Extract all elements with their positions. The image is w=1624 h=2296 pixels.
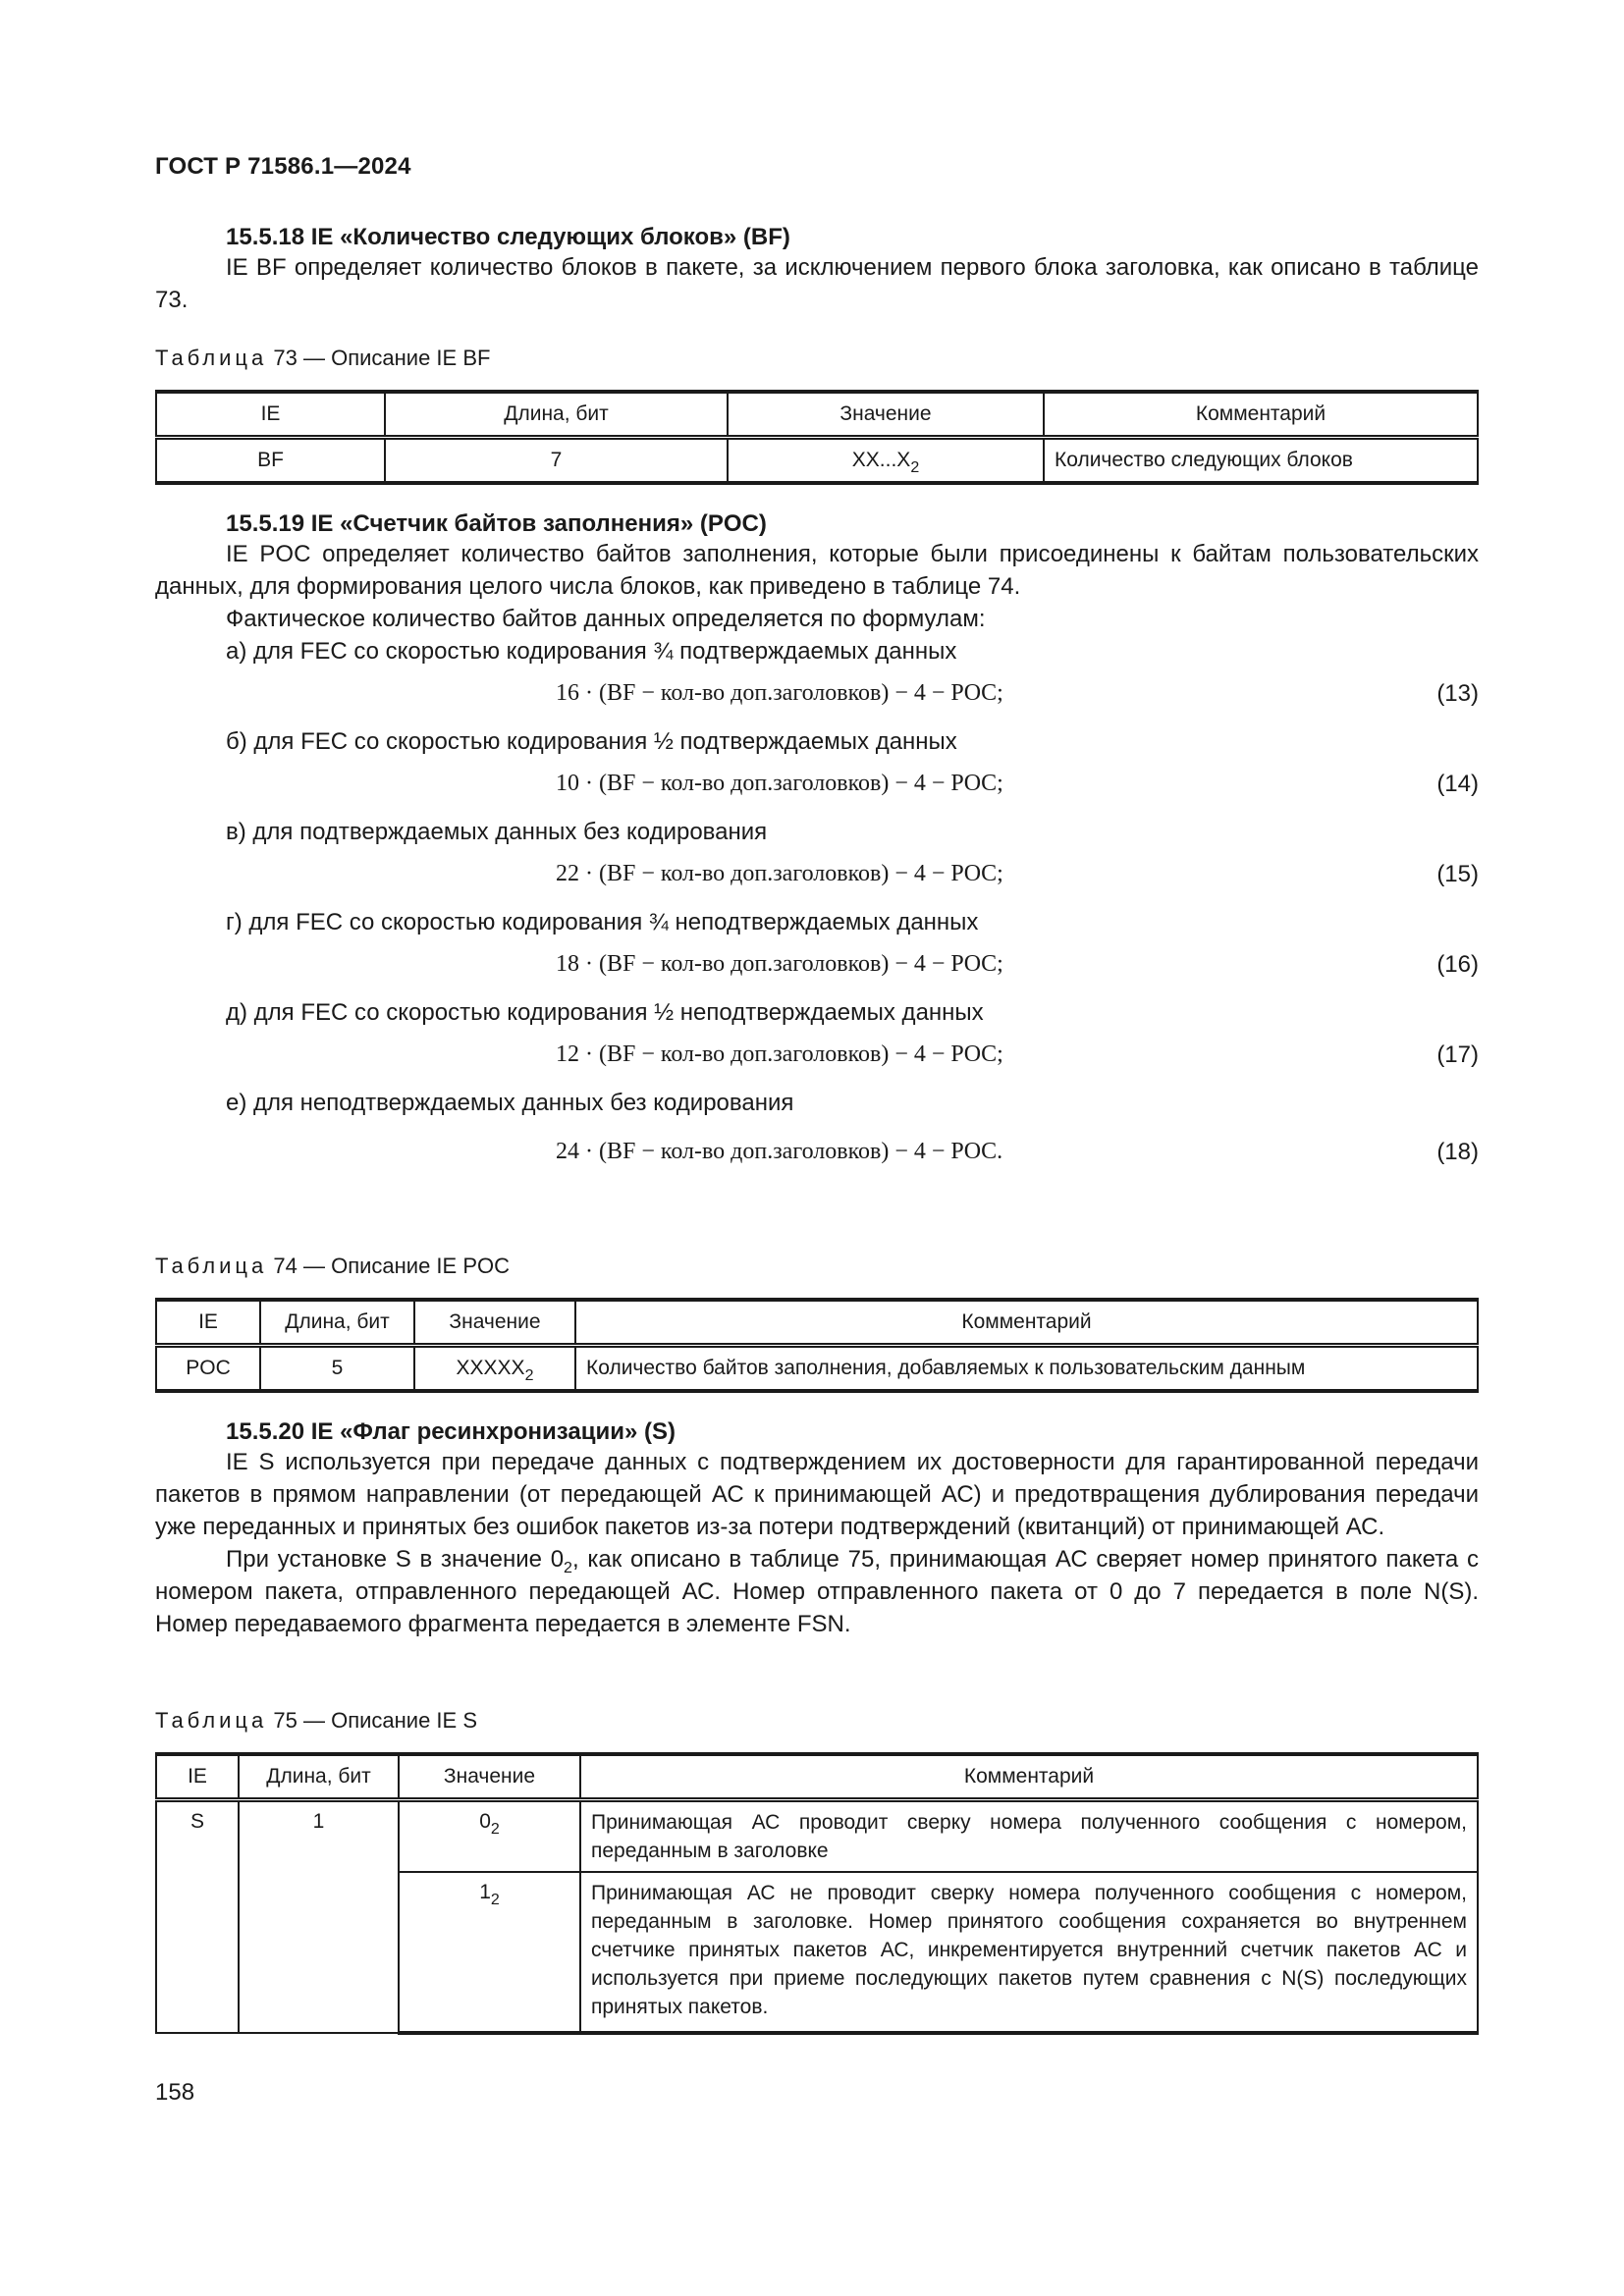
table-75 <box>155 1752 1479 2035</box>
table-row: BF 7 $XX...X_2$ Количество следующих блоков <box>156 438 1478 483</box>
paragraph: IE BF определяет количество блоков в пакете, за исключением первого блока заголовка, как описано в таблице 73. <box>155 254 1479 313</box>
page-number: 158 <box>155 2079 195 2106</box>
column-header: Комментарий <box>1044 392 1478 438</box>
column-header: IE <box>156 1300 260 1346</box>
section-15-5-19 <box>155 510 1479 1184</box>
table-74 <box>155 1298 1479 1393</box>
table-74-block <box>155 1254 1479 1393</box>
column-header: IE <box>156 1754 239 1800</box>
document-header: ГОСТ Р 71586.1—2024 <box>155 153 411 180</box>
table-row: S 1 $0_2$ Принимающая АС проводит сверку номера полученного сообщения с номером, переданным в заголовке <box>156 1800 1478 1873</box>
formula-condition: е) для неподтверждаемых данных без кодирования <box>226 1090 794 1116</box>
paragraph: Фактическое количество байтов данных определяется по формулам: <box>226 606 986 632</box>
section-title: 15.5.19 IE «Счетчик байтов заполнения» (POC) <box>226 510 767 537</box>
formula-condition: а) для FEC со скоростью кодирования ¾ подтверждаемых данных <box>226 638 957 665</box>
table-row: POC 5 $XXXXX_2$ Количество байтов заполнения, добавляемых к пользовательским данным <box>156 1346 1478 1391</box>
column-header: Значение <box>399 1754 580 1800</box>
table-73-block <box>155 346 1479 485</box>
paragraph: IE POC определяет количество байтов заполнения, которые были присоединены к байтам пользовательских данных, для формирования целого числа блоков, как приведено в таблице 74. <box>155 541 1479 600</box>
column-header: Длина, бит <box>385 392 728 438</box>
formula-condition: г) для FEC со скоростью кодирования ¾ неподтверждаемых данных <box>226 909 979 935</box>
column-header: IE <box>156 392 385 438</box>
equation: 24 · (BF − кол-во доп.заголовков) − 4 − POC. (18) <box>556 1139 1479 1165</box>
paragraph: При установке S в значение $0_2$, как описано в таблице 75, принимающая АС сверяет номер принятого пакета с номером пакета, отправленного передающей АС. Номер отправленного пакета от 0 до 7 передается в поле N(S). Номер передаваемого фрагмента передается в элементе FSN. <box>155 1546 1480 1637</box>
table-caption: Таблица 74 — Описание IE POC <box>155 1254 510 1278</box>
column-header: Длина, бит <box>239 1754 399 1800</box>
table-caption: Таблица 73 — Описание IE BF <box>155 346 491 370</box>
formula-condition: б) для FEC со скоростью кодирования ½ подтверждаемых данных <box>226 728 957 755</box>
formula-condition: д) для FEC со скоростью кодирования ½ неподтверждаемых данных <box>226 999 984 1026</box>
equation: 12 · (BF − кол-во доп.заголовков) − 4 − POC; (17) <box>556 1041 1479 1068</box>
table-caption: Таблица 75 — Описание IE S <box>155 1708 477 1733</box>
column-header: Значение <box>728 392 1044 438</box>
equation: 10 · (BF − кол-во доп.заголовков) − 4 − POC; (14) <box>556 771 1479 797</box>
table-73 <box>155 390 1479 485</box>
column-header: Значение <box>414 1300 575 1346</box>
formula-condition: в) для подтверждаемых данных без кодирования <box>226 819 768 845</box>
section-15-5-20 <box>155 1418 1479 1640</box>
section-title: 15.5.20 IE «Флаг ресинхронизации» (S) <box>226 1418 677 1445</box>
section-title: 15.5.18 IE «Количество следующих блоков» (BF) <box>226 224 790 250</box>
paragraph: IE S используется при передаче данных с подтверждением их достоверности для гарантированной передачи пакетов в прямом направлении (от передающей АС к принимающей АС) и предотвращения дублирования передачи уже переданных и принятых без ошибок пакетов из-за потери подтверждений (квитанций) от принимающей АС. <box>155 1449 1479 1540</box>
table-75-block <box>155 1708 1479 2035</box>
column-header: Комментарий <box>575 1300 1478 1346</box>
equation: 22 · (BF − кол-во доп.заголовков) − 4 − POC; (15) <box>556 861 1479 887</box>
equation: 16 · (BF − кол-во доп.заголовков) − 4 − POC; (13) <box>556 680 1479 707</box>
equation: 18 · (BF − кол-во доп.заголовков) − 4 − POC; (16) <box>556 951 1479 978</box>
column-header: Комментарий <box>580 1754 1478 1800</box>
section-15-5-18 <box>155 224 1479 316</box>
column-header: Длина, бит <box>260 1300 414 1346</box>
table-row: $1_2$ Принимающая АС не проводит сверку номера полученного сообщения с номером, переданным в заголовке. Номер принятого сообщения сохраняется во внутреннем счетчике принятых пакетов АС, инкрементируется внутренний счетчик пакетов АС и используется при приеме последующих пакетов путем сравнения с N(S) последующих принятых пакетов. <box>156 1872 1478 2033</box>
